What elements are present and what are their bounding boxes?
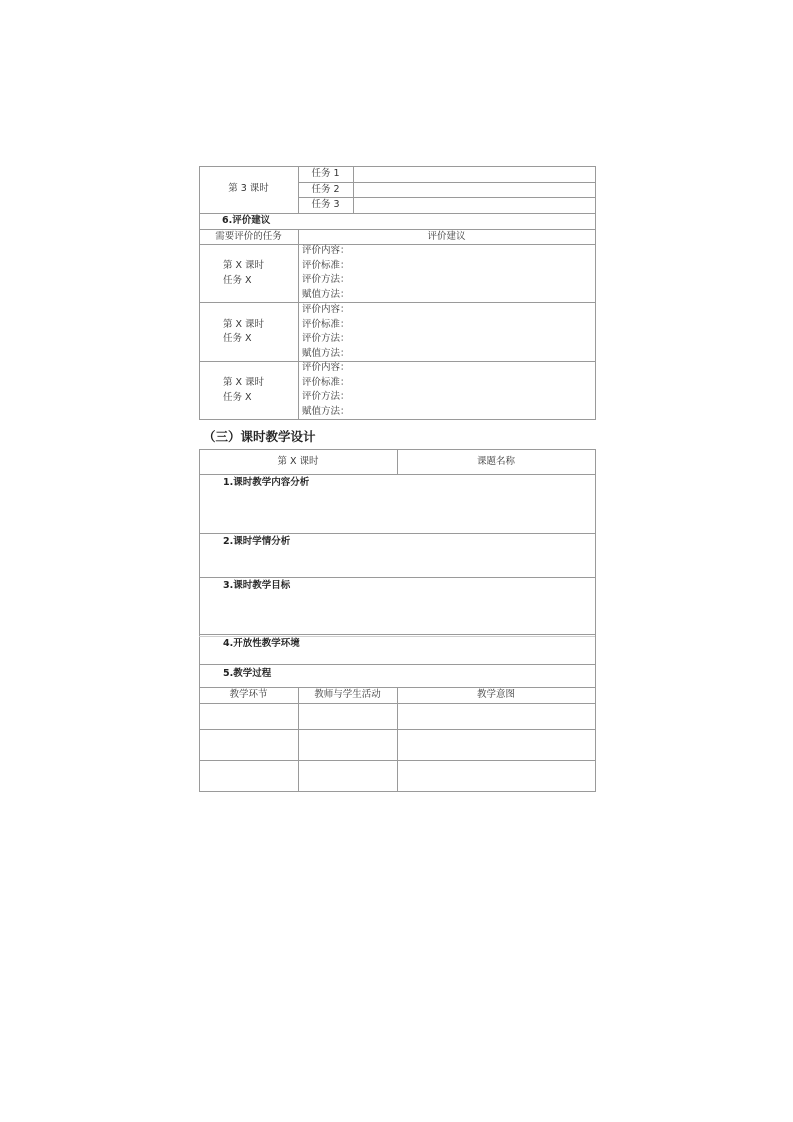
lesson-3-label: 第 3 课时 — [228, 183, 269, 194]
eval-method-label: 评价方法： — [302, 391, 350, 403]
lesson-header: 第 X 课时 — [277, 456, 319, 467]
scoring-method-label: 赋值方法： — [302, 347, 350, 359]
lesson-objectives-heading: 3.课时教学目标 — [223, 580, 291, 591]
table-border — [199, 166, 595, 167]
eval-content-label: 评价内容： — [302, 304, 350, 315]
eval-row-lesson: 第 X 课时 — [223, 319, 265, 330]
scoring-method-label: 赋值方法： — [302, 405, 350, 417]
scoring-method-label: 赋值方法： — [302, 288, 350, 300]
table-border — [595, 166, 596, 419]
table-border — [199, 166, 200, 419]
eval-content-label: 评价内容： — [302, 245, 350, 256]
intent-column-header: 教学意图 — [476, 689, 515, 700]
eval-row-details — [302, 361, 350, 419]
eval-standard-label: 评价标准： — [302, 259, 350, 271]
eval-row-details — [302, 303, 350, 361]
task-column-header: 需要评价的任务 — [215, 231, 282, 242]
learner-analysis-heading: 2.课时学情分析 — [223, 536, 291, 547]
eval-section-title: 6.评价建议 — [222, 215, 271, 226]
eval-method-label: 评价方法： — [302, 333, 350, 345]
eval-standard-label: 评价标准： — [302, 318, 350, 330]
content-analysis-heading: 1.课时教学内容分析 — [223, 477, 310, 488]
eval-row-task: 任务 X — [223, 333, 252, 344]
table-border — [595, 449, 596, 791]
eval-row-details — [302, 244, 350, 302]
process-column-header: 教学环节 — [229, 689, 268, 700]
eval-row-lesson: 第 X 课时 — [223, 260, 265, 271]
table-row — [199, 760, 595, 761]
table-border — [199, 419, 596, 420]
task-2-label: 任务 2 — [311, 184, 340, 195]
table-row — [199, 729, 595, 730]
task-3-label: 任务 3 — [311, 199, 340, 210]
table-border — [199, 449, 200, 791]
eval-content-label: 评价内容： — [302, 362, 350, 373]
task-1-label: 任务 1 — [311, 168, 340, 179]
eval-row-lesson: 第 X 课时 — [223, 377, 265, 388]
open-environment-heading: 4.开放性教学环境 — [223, 638, 300, 649]
table-border — [199, 791, 596, 792]
eval-row-task: 任务 X — [223, 392, 252, 403]
eval-row-task: 任务 X — [223, 275, 252, 286]
activity-column-header: 教师与学生活动 — [314, 689, 381, 700]
eval-method-label: 评价方法： — [302, 274, 350, 286]
section-title: （三）课时教学设计 — [203, 429, 316, 444]
topic-header: 课题名称 — [476, 456, 515, 467]
teaching-process-heading: 5.教学过程 — [223, 668, 272, 679]
eval-standard-label: 评价标准： — [302, 376, 350, 388]
advice-column-header: 评价建议 — [427, 231, 466, 242]
